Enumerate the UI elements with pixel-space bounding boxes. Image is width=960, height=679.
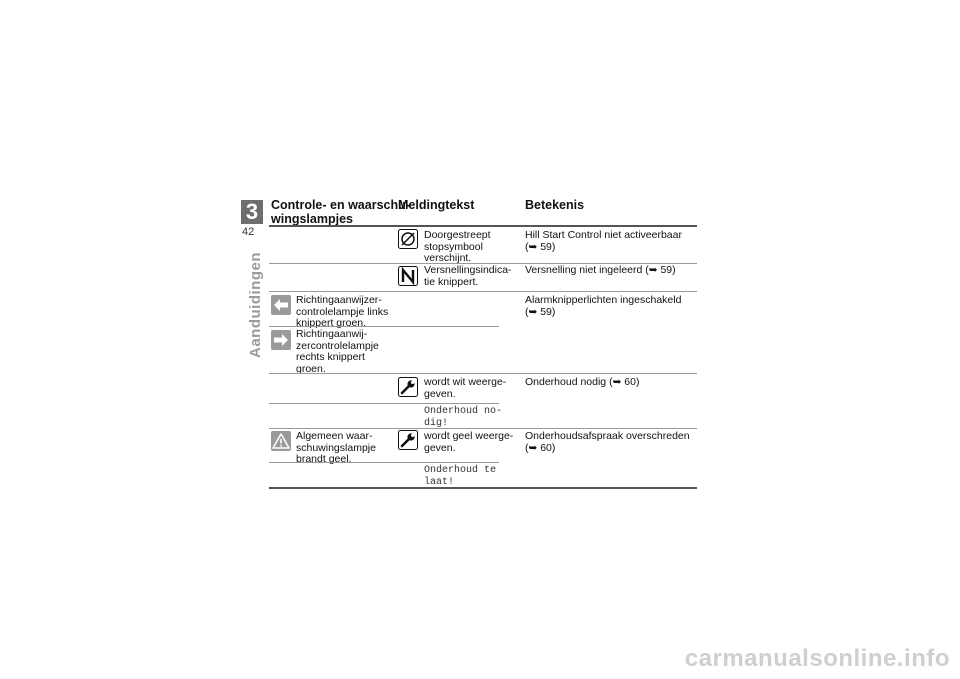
r2-meaning: Versnelling niet ingeleerd (➥ 59) xyxy=(525,264,676,276)
header-message: Meldingtekst xyxy=(398,198,475,212)
r5-message: wordt wit weerge- geven. xyxy=(424,376,507,400)
page-number: 42 xyxy=(242,226,255,238)
r5-meaning: Onderhoud nodig (➥ 60) xyxy=(525,376,640,388)
r2-message: Versnellingsindica- tie knippert. xyxy=(424,264,512,288)
table-bottom-rule xyxy=(269,487,697,489)
r3-lamp: Richtingaanwijzer- controlelampje links knippert groen. xyxy=(296,294,389,329)
header-meaning: Betekenis xyxy=(525,198,585,212)
r1-message: Doorgestreept stopsymbool verschijnt. xyxy=(424,229,491,264)
warning-triangle-icon xyxy=(271,431,291,451)
header-lamps: Controle- en waarschu- wingslampjes xyxy=(271,198,410,226)
wrench-icon xyxy=(398,430,418,450)
r4-lamp: Richtingaanwij- zercontrolelampje rechts knippert groen. xyxy=(296,328,379,375)
wrench-icon xyxy=(398,377,418,397)
watermark: carmanualsonline.info xyxy=(684,645,950,672)
section-tab: Aanduidingen xyxy=(247,252,264,358)
header-rule xyxy=(269,225,697,227)
row-divider xyxy=(269,373,697,374)
row-divider xyxy=(269,291,697,292)
r6-lamp: Algemeen waar- schuwingslampje brandt geel. xyxy=(296,430,376,465)
r6-message: wordt geel weerge- geven. xyxy=(424,430,514,454)
row-divider xyxy=(269,403,499,404)
r3-meaning: Alarmknipperlichten ingeschakeld (➥ 59) xyxy=(525,294,682,318)
r6-meaning: Onderhoudsafspraak overschreden (➥ 60) xyxy=(525,430,690,454)
r6-display-text: Onderhoud te laat! xyxy=(424,465,497,488)
gear-n-icon xyxy=(398,266,418,286)
turn-left-icon xyxy=(271,295,291,315)
row-divider xyxy=(269,462,499,463)
stop-crossed-icon xyxy=(398,229,418,249)
r5-display-text: Onderhoud no- dig! xyxy=(424,406,503,429)
turn-right-icon xyxy=(271,330,291,350)
chapter-number: 3 xyxy=(241,200,263,224)
row-divider xyxy=(269,326,499,327)
row-divider xyxy=(269,428,697,429)
r1-meaning: Hill Start Control niet activeerbaar (➥ 59) xyxy=(525,229,682,253)
